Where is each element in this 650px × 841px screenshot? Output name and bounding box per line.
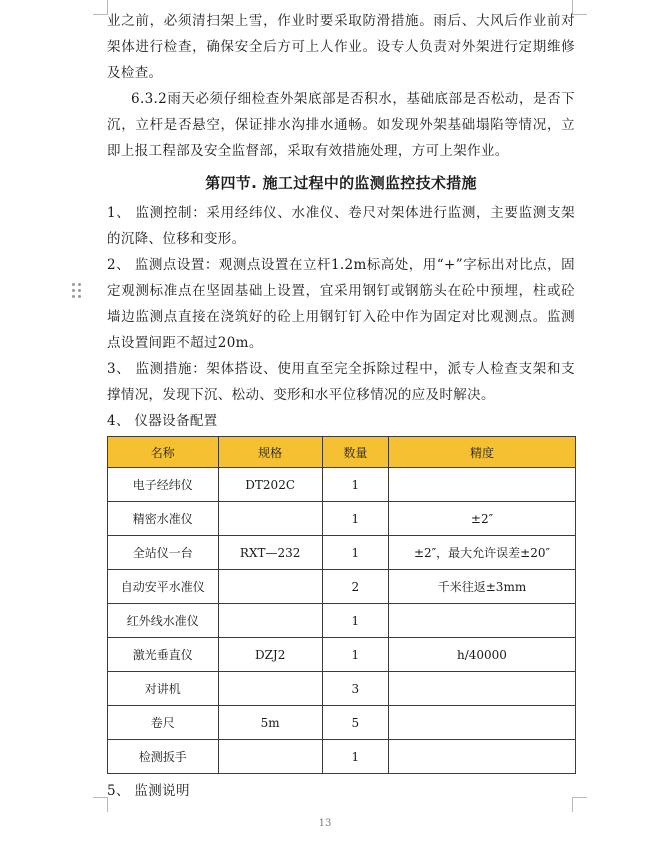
paragraph-rain-check: 6.3.2雨天必须仔细检查外架底部是否积水，基础底部是否松动，是否下沉，立杆是否悬空，保证排水沟排水通畅。如发现外架基础塌陷等情况，立即上报工程部及安全监督部，采取有效措施处理，方可上架作业。 [107, 91, 575, 159]
cell-precision [388, 604, 575, 638]
table-row [108, 570, 576, 604]
cell-precision: 千米往返±3mm [388, 570, 575, 604]
list-item-monitoring-control: 1、 监测控制：采用经纬仪、水准仪、卷尺对架体进行监测，主要监测支架的沉降、位移和变形。 [107, 205, 575, 247]
cell-name: 对讲机 [108, 672, 219, 706]
cell-name: 全站仪一台 [108, 536, 219, 570]
table-row [108, 706, 576, 740]
cell-precision: ±2″，最大允许误差±20″ [388, 536, 575, 570]
list-item-instrument-config: 4、 仪器设备配置 [107, 413, 218, 429]
crop-mark-bottom-left [93, 797, 108, 812]
cell-quantity: 1 [322, 638, 388, 672]
list-item-monitoring-measures: 3、 监测措施：架体搭设、使用直至完全拆除过程中，派专人检查支架和支撑情况，发现下沉、松动、变形和水平位移情况的应及时解决。 [107, 361, 575, 403]
cell-quantity: 1 [322, 604, 388, 638]
cell-name: 精密水准仪 [108, 502, 219, 536]
column-header-name: 名称 [108, 437, 219, 468]
crop-mark-top-left [93, 0, 108, 15]
cell-quantity: 1 [322, 468, 388, 502]
cell-quantity: 1 [322, 536, 388, 570]
cell-name: 激光垂直仪 [108, 638, 219, 672]
cell-quantity: 3 [322, 672, 388, 706]
table-row [108, 740, 576, 774]
page-content [107, 8, 575, 804]
cell-name: 卷尺 [108, 706, 219, 740]
cell-name: 自动安平水准仪 [108, 570, 219, 604]
list-item-monitoring-notes: 5、 监测说明 [107, 783, 190, 799]
cell-quantity: 1 [322, 502, 388, 536]
table-row [108, 468, 576, 502]
table-row [108, 502, 576, 536]
cell-spec: DZJ2 [218, 638, 322, 672]
table-row [108, 672, 576, 706]
section-heading: 第四节. 施工过程中的监测监控技术措施 [205, 174, 477, 192]
cell-spec: DT202C [218, 468, 322, 502]
table-header-row [108, 437, 576, 468]
table-row [108, 604, 576, 638]
column-header-quantity: 数量 [322, 437, 388, 468]
table-row [108, 638, 576, 672]
cell-spec [218, 740, 322, 774]
instrument-table [107, 436, 576, 774]
cell-quantity: 2 [322, 570, 388, 604]
column-header-precision: 精度 [388, 437, 575, 468]
cell-precision: ±2″ [388, 502, 575, 536]
cell-spec: 5m [218, 706, 322, 740]
list-item-monitoring-points: 2、 监测点设置：观测点设置在立杆1.2m标高处，用“+”字标出对比点，固定观测标准点在坚固基础上设置，宜采用钢钉或钢筋头在砼中预埋，柱或砼墙边监测点直接在浇筑好的砼上用钢钉钉入砼中作为固定对比观测点。监测点设置间距不超过20m。 [107, 257, 575, 351]
cell-spec [218, 604, 322, 638]
column-header-spec: 规格 [218, 437, 322, 468]
cell-quantity: 5 [322, 706, 388, 740]
table-row [108, 536, 576, 570]
drag-handle-icon[interactable] [72, 283, 82, 299]
page-number: 13 [318, 818, 332, 829]
paragraph-snow-work: 业之前，必须清扫架上雪，作业时要采取防滑措施。雨后、大风后作业前对架体进行检查，确保安全后方可上人作业。设专人负责对外架进行定期维修及检查。 [107, 13, 575, 81]
cell-spec [218, 502, 322, 536]
cell-precision [388, 706, 575, 740]
cell-spec [218, 672, 322, 706]
cell-precision [388, 468, 575, 502]
cell-name: 电子经纬仪 [108, 468, 219, 502]
cell-precision: h/40000 [388, 638, 575, 672]
cell-name: 检测扳手 [108, 740, 219, 774]
cell-precision [388, 672, 575, 706]
cell-precision [388, 740, 575, 774]
cell-spec [218, 570, 322, 604]
cell-quantity: 1 [322, 740, 388, 774]
cell-name: 红外线水准仪 [108, 604, 219, 638]
cell-spec: RXT—232 [218, 536, 322, 570]
